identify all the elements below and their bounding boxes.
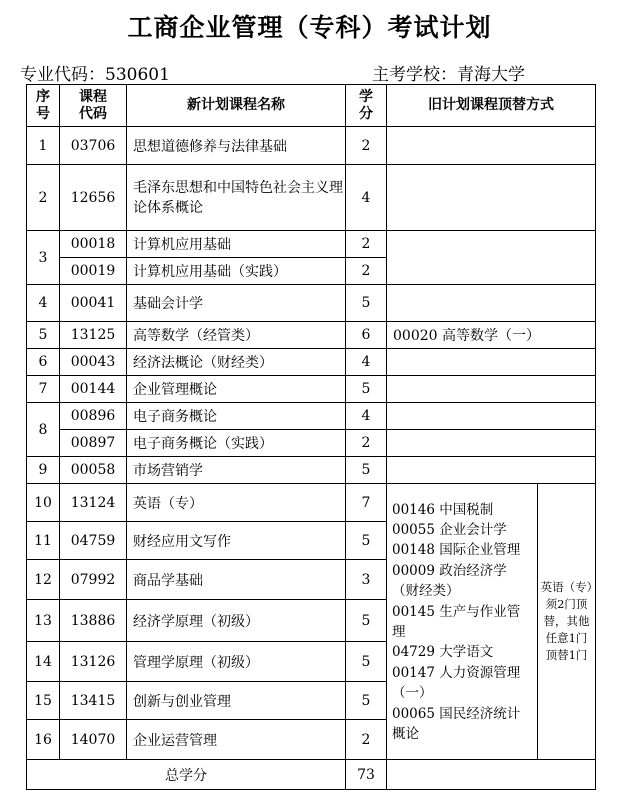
old-course-item: 00065 国民经济统计概论 — [392, 705, 521, 743]
seq-cell: 3 — [27, 231, 60, 285]
credit-cell: 5 — [346, 522, 387, 560]
old-replacement-list — [387, 484, 538, 760]
table-row — [27, 322, 596, 349]
exam-plan-table — [26, 84, 596, 790]
code-cell: 13125 — [60, 322, 127, 349]
seq-cell: 13 — [27, 600, 60, 642]
seq-cell: 5 — [27, 322, 60, 349]
name-cell: 思想道德修养与法律基础 — [127, 127, 346, 165]
major-code: 专业代码：530601 — [20, 65, 170, 85]
credit-cell: 5 — [346, 376, 387, 403]
old-course-item: 00146 中国税制 — [392, 501, 494, 518]
total-label: 总学分 — [27, 760, 346, 790]
code-cell: 00896 — [60, 403, 127, 430]
credit-cell: 5 — [346, 457, 387, 484]
table-row — [27, 349, 596, 376]
credit-cell: 5 — [346, 600, 387, 642]
code-cell: 12656 — [60, 165, 127, 231]
code-cell: 00058 — [60, 457, 127, 484]
seq-cell: 1 — [27, 127, 60, 165]
old-cell — [387, 349, 596, 376]
seq-cell: 15 — [27, 682, 60, 720]
old-cell — [387, 430, 596, 457]
credit-cell: 2 — [346, 258, 387, 285]
table-row — [27, 376, 596, 403]
table-row — [27, 457, 596, 484]
old-cell — [387, 457, 596, 484]
code-cell: 00144 — [60, 376, 127, 403]
credit-cell: 2 — [346, 430, 387, 457]
seq-cell: 8 — [27, 403, 60, 457]
header-name: 新计划课程名称 — [127, 85, 346, 127]
name-cell-text: 毛泽东思想和中国特色社会主义理论体系概论 — [133, 179, 343, 216]
table-row — [27, 484, 596, 522]
seq-cell: 10 — [27, 484, 60, 522]
table-row — [27, 285, 596, 322]
code-cell: 04759 — [60, 522, 127, 560]
code-cell: 03706 — [60, 127, 127, 165]
total-credit: 73 — [346, 760, 387, 790]
old-cell — [387, 165, 596, 231]
code-cell: 13126 — [60, 642, 127, 682]
credit-cell: 6 — [346, 322, 387, 349]
old-course-item: 00009 政治经济学（财经类） — [392, 562, 507, 600]
code-cell: 00897 — [60, 430, 127, 457]
code-cell: 00018 — [60, 231, 127, 258]
seq-cell: 11 — [27, 522, 60, 560]
code-cell: 00019 — [60, 258, 127, 285]
old-cell — [387, 285, 596, 322]
credit-cell: 5 — [346, 285, 387, 322]
seq-cell: 12 — [27, 560, 60, 600]
code-cell: 14070 — [60, 720, 127, 760]
old-cell — [387, 403, 596, 430]
old-cell — [387, 127, 596, 165]
header-seq: 序 号 — [27, 85, 60, 127]
credit-cell: 2 — [346, 231, 387, 258]
table-row — [27, 403, 596, 430]
name-cell: 计算机应用基础（实践） — [127, 258, 346, 285]
credit-cell: 5 — [346, 642, 387, 682]
total-row — [27, 760, 596, 790]
table-row — [27, 165, 596, 231]
total-old-cell — [387, 760, 596, 790]
table-header-row — [27, 85, 596, 127]
old-cell: 00020 高等数学（一） — [387, 322, 596, 349]
old-course-item: 00055 企业会计学 — [392, 521, 507, 538]
old-course-item: 00145 生产与作业管理 — [392, 603, 521, 640]
table-row — [27, 231, 596, 258]
seq-cell: 6 — [27, 349, 60, 376]
name-cell: 电子商务概论 — [127, 403, 346, 430]
credit-cell: 4 — [346, 349, 387, 376]
code-cell: 13124 — [60, 484, 127, 522]
name-cell: 基础会计学 — [127, 285, 346, 322]
credit-cell: 5 — [346, 682, 387, 720]
name-cell: 高等数学（经管类） — [127, 322, 346, 349]
old-course-item: 00148 国际企业管理 — [392, 542, 521, 559]
name-cell: 企业管理概论 — [127, 376, 346, 403]
code-cell: 13415 — [60, 682, 127, 720]
header-credit: 学 分 — [346, 85, 387, 127]
credit-cell: 4 — [346, 165, 387, 231]
credit-cell: 2 — [346, 127, 387, 165]
header-old: 旧计划课程顶替方式 — [387, 85, 596, 127]
code-cell: 07992 — [60, 560, 127, 600]
seq-cell: 14 — [27, 642, 60, 682]
table-row — [27, 127, 596, 165]
name-cell — [127, 165, 346, 231]
table-row — [27, 430, 596, 457]
name-cell: 财经应用文写作 — [127, 522, 346, 560]
name-cell: 市场营销学 — [127, 457, 346, 484]
seq-cell: 9 — [27, 457, 60, 484]
old-course-item: 00147 人力资源管理（一） — [392, 664, 521, 702]
name-cell: 电子商务概论（实践） — [127, 430, 346, 457]
seq-cell: 16 — [27, 720, 60, 760]
name-cell: 英语（专） — [127, 484, 346, 522]
credit-cell: 3 — [346, 560, 387, 600]
credit-cell: 7 — [346, 484, 387, 522]
header-code: 课程 代码 — [60, 85, 127, 127]
credit-cell: 2 — [346, 720, 387, 760]
name-cell: 创新与创业管理 — [127, 682, 346, 720]
old-course-item: 04729 大学语文 — [392, 644, 494, 661]
exam-school: 主考学校：青海大学 — [372, 65, 525, 85]
name-cell: 管理学原理（初级） — [127, 642, 346, 682]
name-cell: 经济法概论（财经类） — [127, 349, 346, 376]
code-cell: 00041 — [60, 285, 127, 322]
page-title: 工商企业管理（专科）考试计划 — [127, 13, 492, 42]
old-cell — [387, 231, 596, 285]
name-cell: 商品学基础 — [127, 560, 346, 600]
old-replacement-note: 英语（专）须2门顶替，其他任意1门顶替1门 — [538, 484, 596, 760]
credit-cell: 4 — [346, 403, 387, 430]
old-cell — [387, 376, 596, 403]
name-cell: 计算机应用基础 — [127, 231, 346, 258]
code-cell: 13886 — [60, 600, 127, 642]
seq-cell: 2 — [27, 165, 60, 231]
seq-cell: 4 — [27, 285, 60, 322]
seq-cell: 7 — [27, 376, 60, 403]
name-cell: 企业运营管理 — [127, 720, 346, 760]
code-cell: 00043 — [60, 349, 127, 376]
name-cell: 经济学原理（初级） — [127, 600, 346, 642]
